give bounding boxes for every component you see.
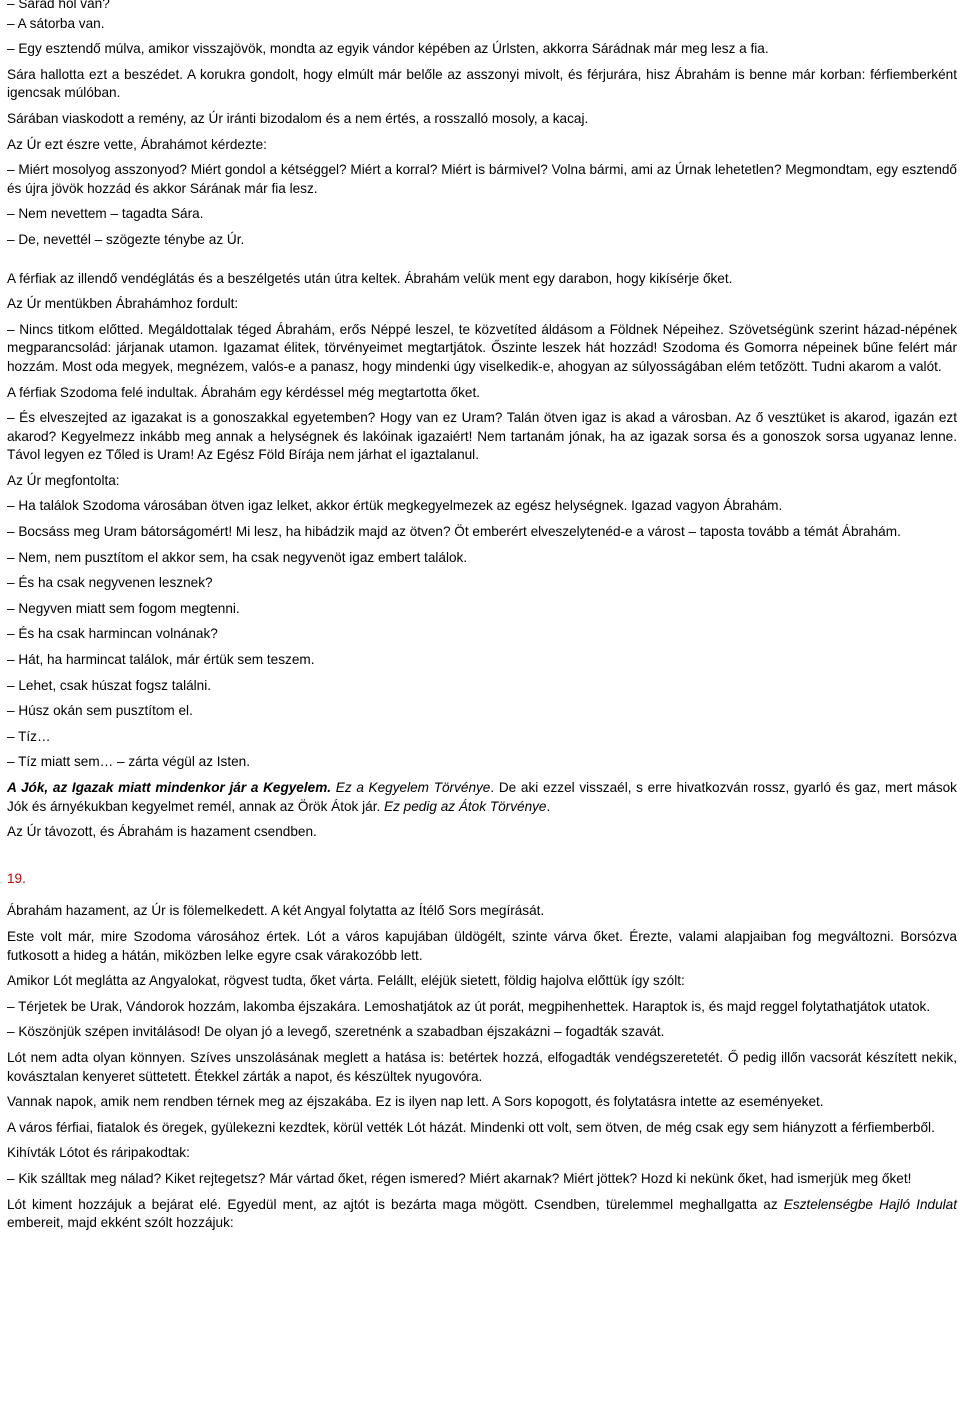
paragraph: – Hát, ha harmincat találok, már értük sem teszem. [7, 652, 315, 668]
paragraph: Sárában viaskodott a remény, az Úr iránti bizodalom és a nem értés, a rosszalló mosoly, a kacaj. [7, 110, 589, 126]
chapter-paragraph: Lót nem adta olyan könnyen. Szíves unszolásának meglett a hatása is: betértek hozzá, elfogadták vendégszeretetét. Ő pedig illőn vacsorát készített nekik, kovásztalan kenyeret süttetett. Étekkel zárták a napot, és készültek nyugovóra. [7, 1049, 957, 1084]
paragraph: Az Úr megfontolta: [7, 472, 120, 488]
chapter-number: 19. [7, 870, 26, 886]
paragraph: – Bocsáss meg Uram bátorságomért! Mi lesz, ha hibádzik majd az ötven? Öt emberért elveszelytenéd-e a várost – taposta tovább a témát Ábrahám. [7, 524, 901, 540]
last-italic-text: Esztelenségbe Hajló Indulat [783, 1196, 957, 1212]
chapter-paragraph: – Térjetek be Urak, Vándorok hozzám, lakomba éjszakára. Lemoshatjátok az út porát, megpihenhettek. Haraptok is, és majd reggel folytathatjátok utatok. [7, 998, 931, 1014]
chapter-paragraph: – Kik szálltak meg nálad? Kiket rejtegetsz? Már vártad őket, régen ismered? Miért akarnak? Miért jöttek? Hozd ki nekünk őket, had ismerjük meg őket! [7, 1170, 912, 1186]
paragraph: – Negyven miatt sem fogom megtenni. [7, 600, 240, 616]
chapter-paragraph: Amikor Lót meglátta az Angyalokat, rögvest tudta, őket várta. Felállt, eléjük sietett, földig hajolva előttük így szólt: [7, 973, 685, 989]
paragraph: – De, nevettél – szögezte ténybe az Úr. [7, 231, 245, 247]
curse-law-italic-text: Ez pedig az Átok Törvénye [384, 798, 547, 814]
paragraph: – Húsz okán sem pusztítom el. [7, 703, 193, 719]
paragraph: – Nincs titkom előtted. Megáldottalak téged Ábrahám, erős Néppé leszel, te közvetíted áldásom a Földnek Népeihez. Szövetségünk szerint házad-népének megparancsolád: járjanak utamon. Igazamat élitek, törvényeimet megtartjátok. Őszinte leszek hát hozzád! Szodoma és Gomorra népeinek bűne felért már hozzám. Most oda megyek, megnézem, valós-e a panasz, hogy mindenki úgy viselkedik-e, ahogyan az súlyosságában elém tetőzött. Tudni akarom a valót. [7, 321, 957, 374]
paragraph: – Tíz miatt sem… – zárta végül az Isten. [7, 754, 251, 770]
paragraph: – És ha csak harmincan volnának? [7, 626, 218, 642]
chapter-paragraph: – Köszönjük szépen invitálásod! De olyan jó a levegő, szeretnénk a szabadban éjszakázni – fogadták szavát. [7, 1024, 665, 1040]
paragraph: – És ha csak negyvenen lesznek? [7, 575, 213, 591]
paragraph: – Nem nevettem – tagadta Sára. [7, 206, 204, 222]
paragraph: – Sárád hol van? [7, 0, 110, 11]
chapter-paragraph: Este volt már, mire Szodoma városához értek. Lót a város kapujában üldögélt, szinte várva őket. Érezte, valami alapjaiban fog megváltozni. Borsózva futkosott a hideg a hátán, miközben lelke egyre csak várakozóbb lett. [7, 928, 957, 963]
departure-paragraph: Az Úr távozott, és Ábrahám is hazament csendben. [7, 824, 317, 840]
paragraph: Sára hallotta ezt a beszédet. A korukra gondolt, hogy elmúlt már belőle az asszonyi mivolt, és férjurára, hisz Ábrahám is benne már korban: férfiemberként igencsak múlóban. [7, 66, 957, 101]
paragraph: – A sátorba van. [7, 15, 105, 31]
chapter-paragraph: A város férfiai, fiatalok és öregek, gyülekezni kezdtek, körül vették Lót házát. Mindenki ott volt, sem ötven, de még csak egy sem hiányzott a férfiemberből. [7, 1119, 935, 1135]
chapter-paragraph: Ábrahám hazament, az Úr is fölemelkedett. A két Angyal folytatta az Ítélő Sors megírását. [7, 903, 545, 919]
last-end-text: embereit, majd ekként szólt hozzájuk: [7, 1215, 234, 1231]
paragraph: – Tíz… [7, 728, 51, 744]
paragraph: Az Úr ezt észre vette, Ábrahámot kérdezte: [7, 136, 267, 152]
paragraph: – Egy esztendő múlva, amikor visszajövök, mondta az egyik vándor képében az Úrlsten, akkorra Sárádnak már meg lesz a fia. [7, 41, 769, 57]
grace-normal-text: . De aki ezzel visszaél, s erre hivatkozván rossz, gyarló és gaz, mert mások Jók és árnyékukban kegyelmet remél, annak az Örök Átok jár. [7, 780, 957, 814]
paragraph: – Lehet, csak húszat fogsz találni. [7, 677, 212, 693]
grace-bold-italic-text: A Jók, az Igazak miatt mindenkor jár a Kegyelem. [7, 780, 332, 795]
grace-law-italic-text: Ez a Kegyelem Törvénye [331, 780, 491, 795]
scene-dialogue-section [7, 0, 957, 772]
paragraph: A férfiak Szodoma felé indultak. Ábrahám egy kérdéssel még megtartotta őket. [7, 384, 481, 400]
paragraph: A férfiak az illendő vendéglátás és a beszélgetés után útra keltek. Ábrahám velük ment egy darabon, hogy kikísérje őket. [7, 270, 733, 286]
last-paragraph [7, 1196, 957, 1233]
paragraph: – Nem, nem pusztítom el akkor sem, ha csak negyvenöt igaz embert találok. [7, 549, 468, 565]
chapter-paragraph: Vannak napok, amik nem rendben térnek meg az éjszakába. Ez is ilyen nap lett. A Sors kopogott, és folytatásra intette az eseményeket. [7, 1094, 824, 1110]
paragraph: Az Úr mentükben Ábrahámhoz fordult: [7, 296, 239, 312]
chapter-paragraph: Kihívták Lótot és ráripakodtak: [7, 1145, 190, 1161]
paragraph: – És elveszejted az igazakat is a gonoszakkal egyetemben? Hogy van ez Uram? Talán ötven igaz is akad a városban. Az ő vesztüket is akarod, igazán ezt akarod? Kegyelmezz inkább meg annak a helységnek és lakóinak igazaiért! Nem tartanám jónak, ha az igazak sorsa és a gonoszok sorsa ugyanaz lenne. Távol legyen ez Tőled is Uram! Az Egész Föld Bírája nem járhat el igaztalanul. [7, 410, 957, 463]
document-page [7, 0, 957, 1240]
paragraph: – Ha találok Szodoma városában ötven igaz lelket, akkor értük megkegyelmezek az egész helységnek. Igazad vagyon Ábrahám. [7, 498, 783, 514]
grace-end-text: . [546, 798, 551, 814]
grace-paragraph [7, 779, 957, 816]
paragraph: – Miért mosolyog asszonyod? Miért gondol a kétséggel? Miért a korral? Miért is bármivel? Volna bármi, ami az Úrnak lehetetlen? Megmondtam, egy esztendő és újra jövök hozzád és akkor Sárának már fia lesz. [7, 162, 957, 196]
chapter-19-section [7, 902, 957, 1188]
last-normal-text: Lót kiment hozzájuk a bejárat elé. Egyedül ment, az ajtót is bezárta maga mögött. Csendben, türelemmel meghallgatta az [7, 1196, 784, 1212]
